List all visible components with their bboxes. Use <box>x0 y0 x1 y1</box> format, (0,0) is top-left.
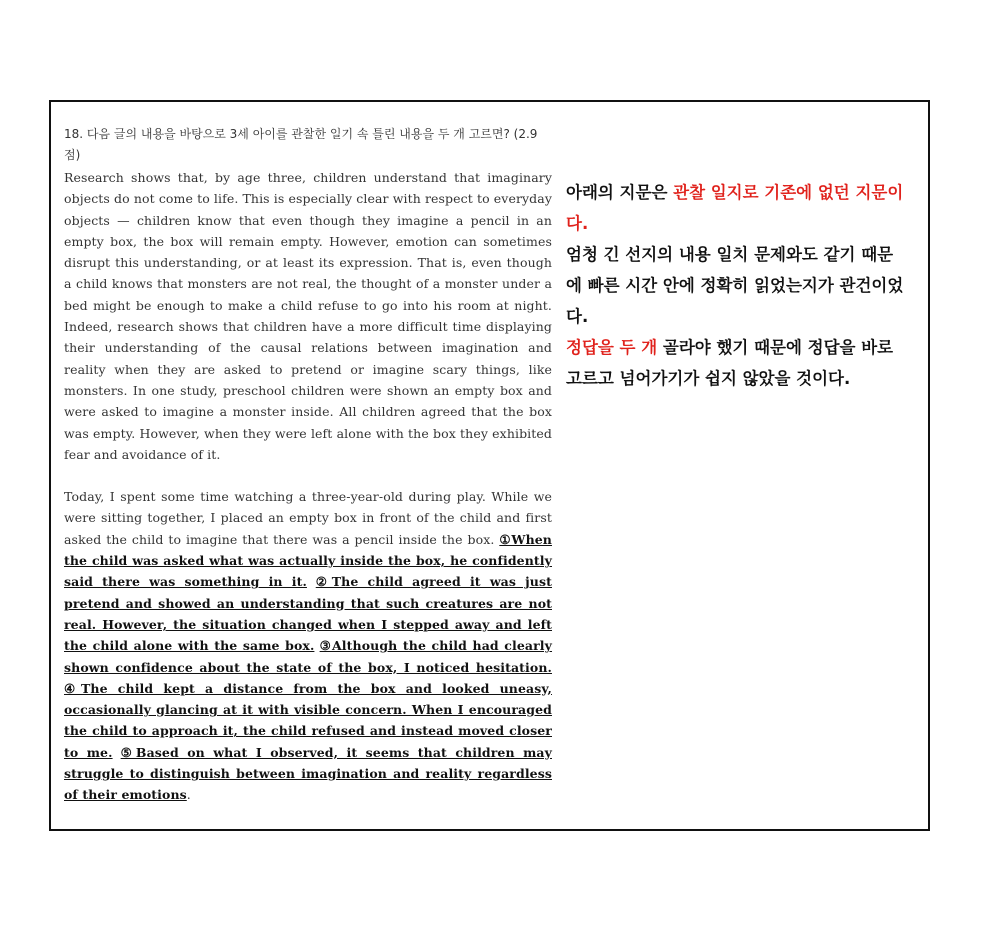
diary-sentence-5: ⑤Based on what I observed, it seems that children may struggle to distinguish between imagination and reality regardless of their emotions <box>64 744 552 803</box>
paragraph-gap <box>64 465 552 486</box>
diary-sentence-4: ④The child kept a distance from the box and looked uneasy, occasionally glancing at it with visible concern. When I encouraged the child to approach it, the child refused and instead moved closer to me. <box>64 680 552 760</box>
diary-sentence-3: ③Although the child had clearly shown confidence about the state of the box, I noticed hesitation. <box>64 638 553 675</box>
commentary-3-highlight: 정답을 두 개 <box>566 338 658 357</box>
diary-end: . <box>186 787 191 803</box>
commentary-1-text: 아래의 지문은 <box>566 183 674 202</box>
document-frame <box>49 100 930 831</box>
commentary-column <box>566 177 904 394</box>
commentary-paragraph-1 <box>566 177 904 239</box>
commentary-3-text: 골라야 했기 때문에 정답을 바로 고르고 넘어가기가 쉽지 않았을 것이다. <box>566 338 894 388</box>
commentary-paragraph-2: 엄청 긴 선지의 내용 일치 문제와도 같기 때문에 빠른 시간 안에 정확히 읽었는지가 관건이었다. <box>566 245 904 326</box>
commentary-1-highlight: 관찰 일지로 기존에 없던 지문이다. <box>566 183 904 233</box>
diary-passage <box>64 486 552 805</box>
reading-passage: Research shows that, by age three, children understand that imaginary objects do not come to life. This is especially clear with respect to everyday objects — children know that even though they imagine a pencil in an empty box, the box will remain empty. However, emotion can sometimes disrupt this understanding, or at least its expression. That is, even though a child knows that monsters are not real, the thought of a monster under a bed might be enough to make a child refuse to go into his room at night. Indeed, research shows that children have a more difficult time displaying their understanding of the causal relations between imagination and reality when they are asked to pretend or imagine scary things, like monsters. In one study, preschool children were shown an empty box and were asked to imagine a monster inside. All children agreed that the box was empty. However, when they were left alone with the box they exhibited fear and avoidance of it. <box>64 170 552 462</box>
commentary-paragraph-3 <box>566 332 904 394</box>
diary-sentence-1: ①When the child was asked what was actually inside the box, he confidently said there was something in it. <box>64 531 552 590</box>
diary-sentence-2: ②The child agreed it was just pretend and showed an understanding that such creatures are not real. However, the situation changed when I stepped away and left the child alone with the same box. <box>64 574 552 654</box>
diary-intro: Today, I spent some time watching a three-year-old during play. While we were sitting together, I placed an empty box in front of the child and first asked the child to imagine that there was a pencil inside the box. <box>64 489 552 547</box>
question-column <box>64 124 552 806</box>
question-title: 18. 다음 글의 내용을 바탕으로 3세 아이를 관찰한 일기 속 틀린 내용을 두 개 고르면? (2.9점) <box>64 127 538 162</box>
